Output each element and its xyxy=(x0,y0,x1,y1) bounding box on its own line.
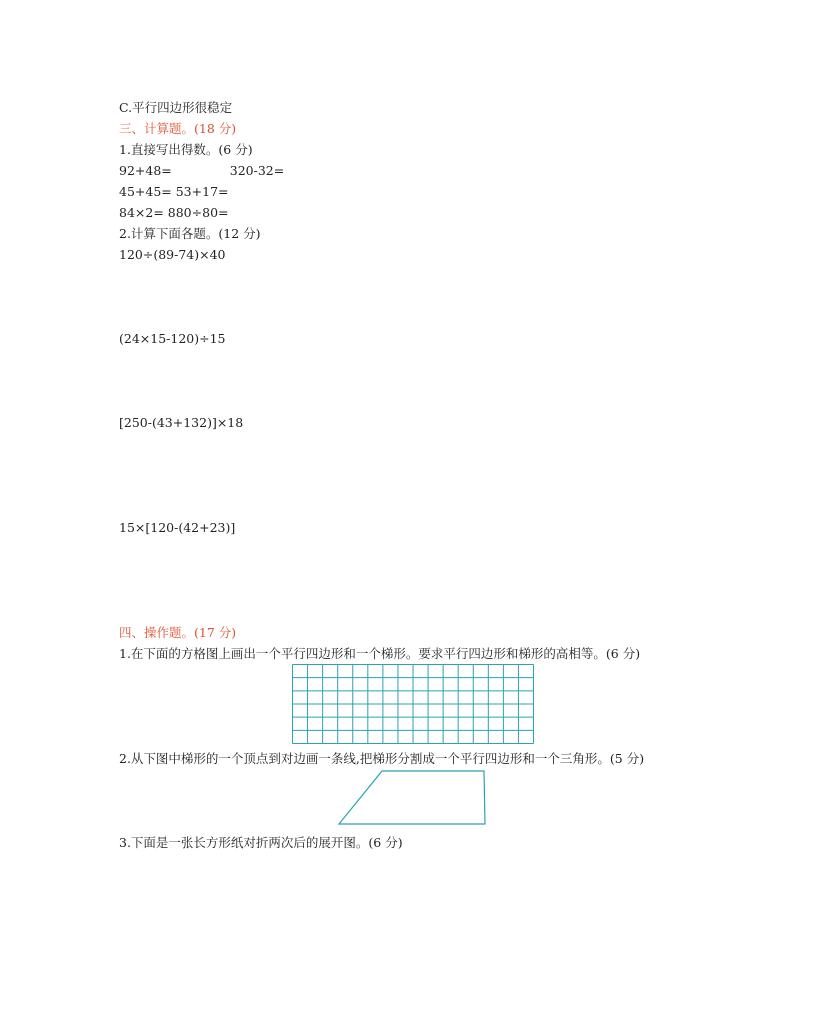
question-2-title: 2.计算下面各题。(12 分) xyxy=(119,226,261,241)
section-4-heading: 四、操作题。(17 分) xyxy=(119,625,237,640)
trapezoid-figure xyxy=(338,770,488,826)
expression-3: [250-(43+132)]×18 xyxy=(119,415,244,430)
calc-92-48: 92+48= xyxy=(119,163,172,178)
expression-1: 120÷(89-74)×40 xyxy=(119,247,226,262)
operation-3-text: 3.下面是一张长方形纸对折两次后的展开图。(6 分) xyxy=(119,835,403,850)
question-1-row-1 xyxy=(119,163,284,179)
section-3-heading: 三、计算题。(18 分) xyxy=(119,121,237,136)
question-1-title: 1.直接写出得数。(6 分) xyxy=(119,142,253,157)
question-1-row-2: 45+45= 53+17= xyxy=(119,184,229,199)
expression-2: (24×15-120)÷15 xyxy=(119,331,226,346)
operation-1-text: 1.在下面的方格图上画出一个平行四边形和一个梯形。要求平行四边形和梯形的高相等。(6 分) xyxy=(119,646,641,661)
square-grid xyxy=(292,664,534,744)
question-1-row-3: 84×2= 880÷80= xyxy=(119,205,229,220)
operation-2-text: 2.从下图中梯形的一个顶点到对边画一条线,把梯形分割成一个平行四边形和一个三角形。(5 分) xyxy=(119,751,645,766)
trapezoid-shape xyxy=(339,771,485,824)
calc-320-32: 320-32= xyxy=(229,163,285,178)
option-c-text: C.平行四边形很稳定 xyxy=(119,100,233,115)
expression-4: 15×[120-(42+23)] xyxy=(119,520,236,535)
